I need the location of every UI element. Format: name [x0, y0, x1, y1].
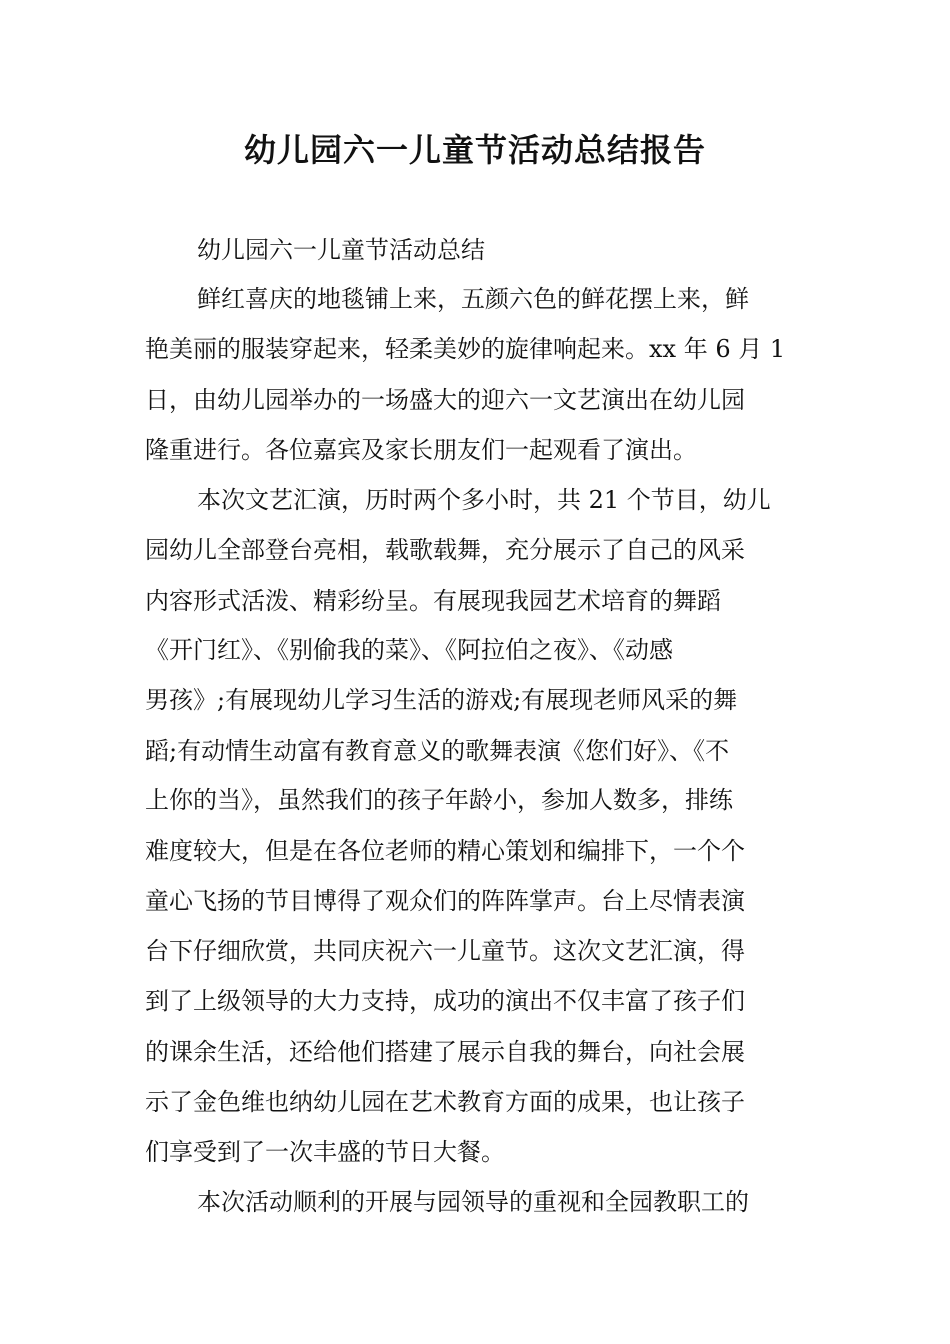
paragraph-line: 本次文艺汇演，历时两个多小时，共 21 个节目，幼儿 [197, 486, 771, 514]
paragraph-line: 难度较大，但是在各位老师的精心策划和编排下，一个个 [145, 837, 745, 865]
subtitle-line: 幼儿园六一儿童节活动总结 [197, 236, 485, 264]
paragraph-line: 本次活动顺利的开展与园领导的重视和全园教职工的 [197, 1188, 749, 1216]
paragraph-line: 童心飞扬的节目博得了观众们的阵阵掌声。台上尽情表演 [145, 887, 745, 915]
document-title: 幼儿园六一儿童节活动总结报告 [243, 131, 706, 169]
paragraph-line: 内容形式活泼、精彩纷呈。有展现我园艺术培育的舞蹈 [145, 587, 721, 615]
paragraph-line: 《开门红》、《别偷我的菜》、《阿拉伯之夜》、《动感 [145, 636, 673, 664]
paragraph-line: 鲜红喜庆的地毯铺上来，五颜六色的鲜花摆上来，鲜 [197, 285, 749, 313]
paragraph-line: 园幼儿全部登台亮相，载歌载舞，充分展示了自己的风采 [145, 536, 745, 564]
paragraph-line: 台下仔细欣赏，共同庆祝六一儿童节。这次文艺汇演，得 [145, 937, 745, 965]
paragraph-line: 隆重进行。各位嘉宾及家长朋友们一起观看了演出。 [145, 436, 697, 464]
paragraph-line: 艳美丽的服装穿起来，轻柔美妙的旋律响起来。xx 年 6 月 1 [145, 335, 786, 363]
paragraph-line: 示了金色维也纳幼儿园在艺术教育方面的成果，也让孩子 [145, 1088, 745, 1116]
paragraph-line: 日，由幼儿园举办的一场盛大的迎六一文艺演出在幼儿园 [145, 386, 745, 414]
paragraph-line: 蹈;有动情生动富有教育意义的歌舞表演《您们好》、《不 [145, 737, 730, 765]
paragraph-line: 到了上级领导的大力支持，成功的演出不仅丰富了孩子们 [145, 987, 745, 1015]
paragraph-line: 们享受到了一次丰盛的节日大餐。 [145, 1138, 505, 1166]
paragraph-line: 男孩》;有展现幼儿学习生活的游戏;有展现老师风采的舞 [145, 686, 738, 714]
paragraph-line: 上你的当》，虽然我们的孩子年龄小，参加人数多，排练 [145, 786, 733, 814]
paragraph-line: 的课余生活，还给他们搭建了展示自我的舞台，向社会展 [145, 1038, 745, 1066]
